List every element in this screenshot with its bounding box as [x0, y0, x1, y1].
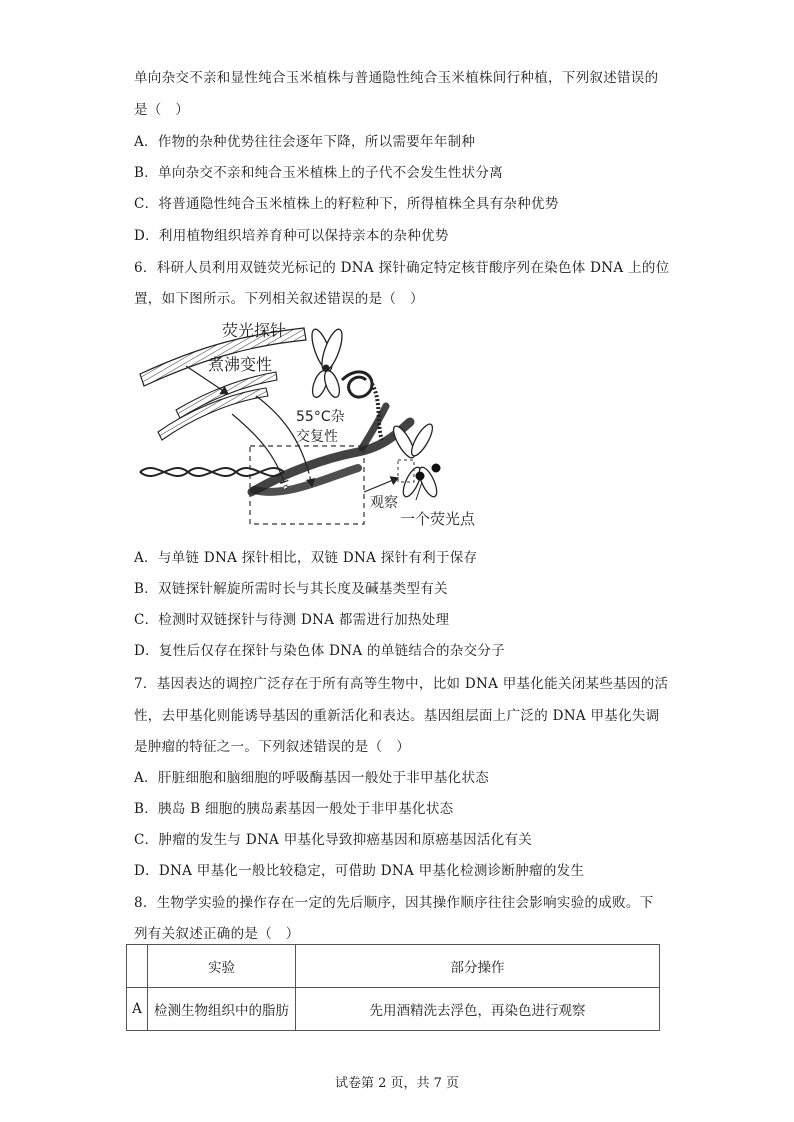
q6-option-b: B．双链探针解旋所需时长与其长度及碱基类型有关 — [134, 581, 448, 597]
table-header-cell — [127, 945, 148, 988]
label-boil-denature: 煮沸变性 — [208, 355, 273, 374]
q7-stem-line3: 是肿瘤的特征之一。下列叙述错误的是（ ） — [134, 739, 410, 755]
q7-option-b: B．胰岛 B 细胞的胰岛素基因一般处于非甲基化状态 — [134, 801, 454, 817]
label-fluorescent-probe: 荧光探针 — [222, 321, 287, 340]
single-strand-probes — [158, 372, 277, 440]
q8-stem-line2: 列有关叙述正确的是（ ） — [134, 926, 300, 942]
page-footer: 试卷第 2 页，共 7 页 — [334, 1076, 460, 1091]
table-row — [127, 988, 660, 1031]
table-header-cell: 部分操作 — [296, 945, 660, 988]
table-cell: 检测生物组织中的脂肪 — [148, 988, 296, 1031]
q6-option-c: C．检测时双链探针与待测 DNA 都需进行加热处理 — [134, 612, 450, 628]
q5-stem-line1: 单向杂交不亲和显性纯合玉米植株与普通隐性纯合玉米植株间行种植，下列叙述错误的 — [134, 70, 659, 86]
experiment-table — [126, 944, 660, 1031]
dna-probe-figure — [136, 322, 516, 530]
table-header-cell: 实验 — [148, 945, 296, 988]
q7-stem-line1: 7．基因表达的调控广泛存在于所有高等生物中，比如 DNA 甲基化能关闭某些基因的活 — [134, 676, 669, 692]
q5-option-d: D．利用植物组织培养育种可以保持亲本的杂种优势 — [134, 228, 449, 244]
chromosome-top — [308, 327, 346, 399]
q6-stem-line2: 置，如下图所示。下列相关叙述错误的是（ ） — [134, 291, 424, 307]
q7-stem-line2: 性，去甲基化则能诱导基因的重新活化和表达。基因组层面上广泛的 DNA 甲基化失调 — [134, 708, 660, 724]
fluorescent-dot — [416, 472, 425, 481]
q5-option-b: B．单向杂交不亲和纯合玉米植株上的子代不会发生性状分离 — [134, 165, 504, 181]
fluorescent-dot — [432, 464, 441, 473]
q7-option-c: C．肿瘤的发生与 DNA 甲基化导致抑癌基因和原癌基因活化有关 — [134, 832, 533, 848]
q5-option-a: A．作物的杂种优势往往会逐年下降，所以需要年年制种 — [134, 134, 476, 150]
q5-stem-line2: 是（ ） — [134, 102, 190, 118]
q7-option-a: A．肝脏细胞和脑细胞的呼吸酶基因一般处于非甲基化状态 — [134, 770, 490, 786]
observe-arrow — [364, 478, 398, 492]
q5-option-c: C．将普通隐性纯合玉米植株上的籽粒种下，所得植株全具有杂种优势 — [134, 196, 559, 212]
chromosome-labeled — [390, 421, 441, 499]
q8-stem-line1: 8．生物学实验的操作存在一定的先后顺序，因其操作顺序往往会影响实验的成败。下 — [134, 895, 654, 911]
table-header-row — [127, 945, 660, 988]
q6-option-d: D．复性后仅存在探针与染色体 DNA 的单链结合的杂交分子 — [134, 643, 505, 659]
q7-option-d: D．DNA 甲基化一般比较稳定，可借助 DNA 甲基化检测诊断肿瘤的发生 — [134, 863, 585, 879]
label-anneal-line2: 交复性 — [296, 429, 338, 445]
table-cell: A — [127, 988, 148, 1031]
label-observe: 观察 — [370, 495, 398, 511]
q6-stem-line1: 6．科研人员利用双链荧光标记的 DNA 探针确定特定核苷酸序列在染色体 DNA 上的位 — [134, 260, 670, 276]
label-fluorescent-dot: 一个荧光点 — [400, 510, 476, 528]
q6-option-a: A．与单链 DNA 探针相比，双链 DNA 探针有利于保存 — [134, 550, 478, 566]
table-cell: 先用酒精洗去浮色，再染色进行观察 — [296, 988, 660, 1031]
label-anneal-line1: 55°C杂 — [296, 409, 345, 425]
